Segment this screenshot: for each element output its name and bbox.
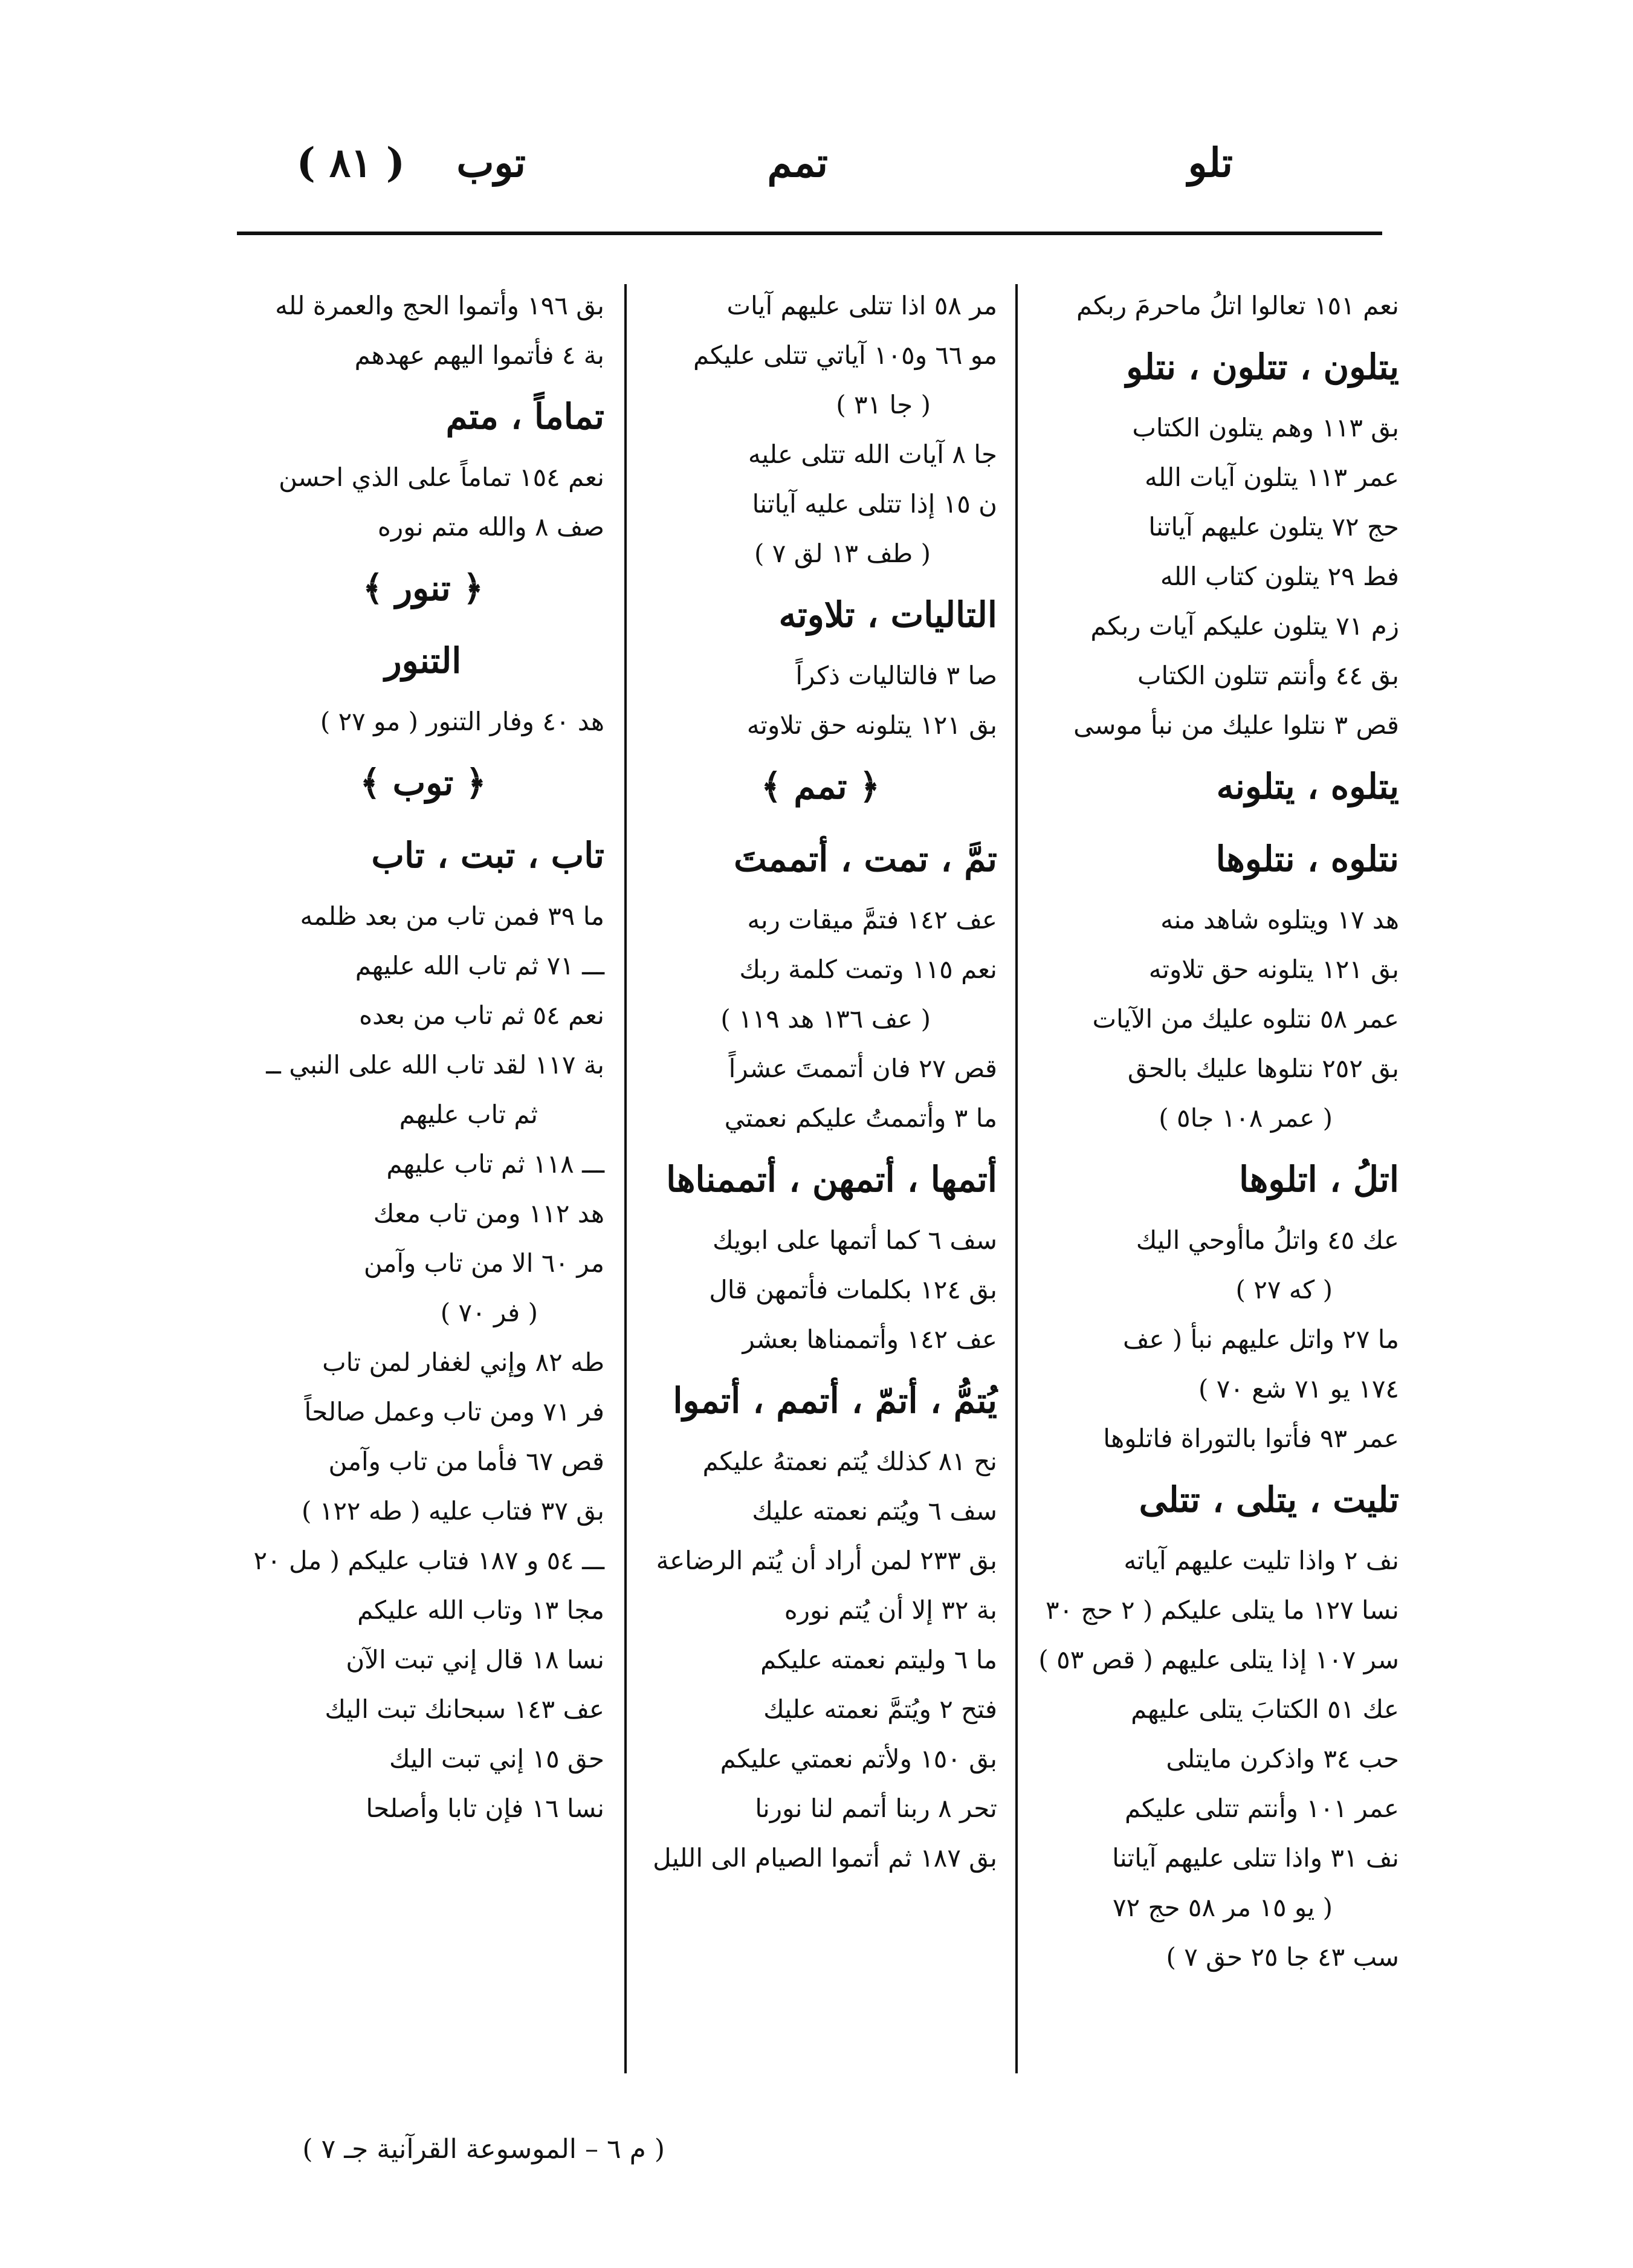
entry-heading: تمَّ ، تمت ، أتممتَ xyxy=(734,838,997,880)
entry-line: سف ٦ كما أتمها على ابويك xyxy=(713,1225,997,1255)
entry-line: ( عف ١٣٦ هد ١١٩ ) xyxy=(720,1004,931,1034)
entry-line: حق ١٥ إني تبت اليك xyxy=(389,1744,604,1774)
entry-line: قص ٦٧ فأما من تاب وآمن xyxy=(328,1447,604,1476)
entry-line: نح ٨١ كذلك يُتم نعمتهُ عليكم xyxy=(702,1447,997,1476)
entry-line: مو ٦٦ و١٠٥ آياتي تتلى عليكم xyxy=(693,340,997,370)
entry-line: بق ٢٣٣ لمن أراد أن يُتم الرضاعة xyxy=(656,1546,997,1575)
entry-line: عمر ٩٣ فأتوا بالتوراة فاتلوها xyxy=(1103,1424,1399,1453)
header-rule xyxy=(237,232,1382,235)
entry-line: عف ١٤٢ وأتممناها بعشر xyxy=(742,1324,997,1354)
entry-line: ـــ ٧١ ثم تاب الله عليهم xyxy=(355,951,604,980)
entry-line: ( فر ٧٠ ) xyxy=(440,1298,538,1327)
page-footer: ( م ٦ – الموسوعة القرآنية جـ ٧ ) xyxy=(302,2134,665,2165)
entry-heading: ﴿ توب ﴾ xyxy=(360,762,487,803)
entry-line: عف ١٤٢ فتمَّ ميقات ربه xyxy=(747,905,997,935)
entry-line: ( يو ١٥ مر ٥٨ حج ٧٢ xyxy=(1112,1893,1333,1922)
entry-line: طه ٨٢ وإني لغفار لمن تاب xyxy=(322,1347,604,1377)
entry-line: بق ٢٥٢ نتلوها عليك بالحق xyxy=(1127,1054,1399,1083)
entry-line: نسا ١٢٧ ما يتلى عليكم ( ٢ حج ٣٠ xyxy=(1046,1595,1399,1625)
entry-line: بة ٣٢ إلا أن يُتم نوره xyxy=(784,1595,997,1625)
entry-line: فط ٢٩ يتلون كتاب الله xyxy=(1160,562,1399,591)
entry-line: مر ٥٨ اذا تتلى عليهم آيات xyxy=(726,291,997,320)
entry-line: بق ١١٣ وهم يتلون الكتاب xyxy=(1132,413,1399,442)
entry-line: ما ٢٧ واتل عليهم نبأ ( عف xyxy=(1122,1324,1399,1354)
header-word-right: تلو xyxy=(1188,139,1233,186)
entry-line: ( طف ١٣ لق ٧ ) xyxy=(754,539,931,568)
entry-line: هد ١٧ ويتلوه شاهد منه xyxy=(1160,905,1399,935)
entry-line: سب ٤٣ جا ٢٥ حق ٧ ) xyxy=(1166,1942,1399,1972)
entry-heading: يتلوه ، يتلونه xyxy=(1216,766,1399,807)
entry-line: بق ١٩٦ وأتموا الحج والعمرة لله xyxy=(275,291,604,320)
entry-line: نعم ١٥٤ تماماً على الذي احسن xyxy=(279,462,604,492)
entry-line: ( جا ٣١ ) xyxy=(836,390,931,420)
entry-line: سف ٦ ويُتم نعمته عليك xyxy=(752,1496,997,1526)
entry-line: بة ١١٧ لقد تاب الله على النبي ــ xyxy=(266,1050,604,1080)
entry-line: صا ٣ فالتاليات ذكراً xyxy=(795,661,997,690)
entry-line: ـــ ٥٤ و ١٨٧ فتاب عليكم ( مل ٢٠ xyxy=(253,1546,604,1575)
column-left xyxy=(242,281,604,1833)
entry-line: ثم تاب عليهم xyxy=(399,1100,538,1129)
entry-line: مر ٦٠ الا من تاب وآمن xyxy=(363,1248,604,1278)
entry-line: نعم ١٥١ تعالوا اتلُ ماحرمَ ربكم xyxy=(1076,291,1399,320)
entry-line: صف ٨ والله متم نوره xyxy=(377,512,604,542)
entry-line: نعم ٥٤ ثم تاب من بعده xyxy=(359,1000,604,1030)
entry-heading: تاب ، تبت ، تاب xyxy=(371,835,604,876)
entry-line: ـــ ١١٨ ثم تاب عليهم xyxy=(386,1149,604,1179)
entry-line: زم ٧١ يتلون عليكم آيات ربكم xyxy=(1090,611,1399,641)
entry-line: نسا ١٨ قال إني تبت الآن xyxy=(346,1645,604,1674)
page-header xyxy=(236,139,1384,206)
entry-heading: اتلُ ، اتلوها xyxy=(1239,1159,1399,1200)
entry-line: ( كه ٢٧ ) xyxy=(1235,1275,1333,1304)
entry-line: ما ٦ وليتم نعمته عليكم xyxy=(760,1645,997,1674)
entry-line: نف ٣١ واذا تتلى عليهم آياتنا xyxy=(1112,1843,1399,1873)
entry-line: عك ٥١ الكتابَ يتلى عليهم xyxy=(1131,1694,1399,1724)
entry-line: ١٧٤ يو ٧١ شع ٧٠ ) xyxy=(1198,1374,1399,1404)
entry-heading: يُتمُّ ، أتمّ ، أتمم ، أتموا xyxy=(673,1380,997,1421)
entry-heading: ﴿ تمم ﴾ xyxy=(761,766,880,807)
entry-line: بق ١٨٧ ثم أتموا الصيام الى الليل xyxy=(653,1843,997,1873)
entry-line: فر ٧١ ومن تاب وعمل صالحاً xyxy=(304,1397,604,1427)
entry-line: بة ٤ فأتموا اليهم عهدهم xyxy=(354,340,604,370)
entry-line: عك ٤٥ واتلُ ماأوحي اليك xyxy=(1136,1225,1399,1255)
entry-heading: تليت ، يتلى ، تتلى xyxy=(1139,1479,1399,1520)
entry-line: تحر ٨ ربنا أتمم لنا نورنا xyxy=(755,1793,997,1823)
entry-line: بق ١٢٤ بكلمات فأتمهن قال xyxy=(709,1275,997,1304)
entry-line: جا ٨ آيات الله تتلى عليه xyxy=(748,439,997,469)
entry-line: عمر ٥٨ نتلوه عليك من الآيات xyxy=(1092,1004,1399,1034)
entry-line: ( عمر ١٠٨ جا٥ ) xyxy=(1159,1103,1333,1133)
entry-heading: يتلون ، تتلون ، نتلو xyxy=(1126,346,1399,387)
entry-line: نسا ١٦ فإن تابا وأصلحا xyxy=(366,1793,604,1823)
entry-line: نعم ١١٥ وتمت كلمة ربك xyxy=(739,954,997,984)
entry-heading: التاليات ، تلاوته xyxy=(778,594,997,635)
entry-line: فتح ٢ ويُتمَّ نعمته عليك xyxy=(763,1694,997,1724)
entry-heading: تماماً ، متم xyxy=(445,396,604,437)
entry-line: بق ١٢١ يتلونه حق تلاوته xyxy=(1148,954,1399,984)
entry-line: هد ١١٢ ومن تاب معك xyxy=(373,1199,604,1228)
entry-line: بق ١٥٠ ولأتم نعمتي عليكم xyxy=(720,1744,997,1774)
entry-line: نف ٢ واذا تليت عليهم آياته xyxy=(1124,1546,1399,1575)
entry-heading: التنور xyxy=(384,640,462,681)
column-separator-left xyxy=(624,284,627,2073)
entry-line: قص ٣ نتلوا عليك من نبأ موسى xyxy=(1073,710,1399,740)
entry-line: ن ١٥ إذا تتلى عليه آياتنا xyxy=(752,489,997,519)
column-separator-right xyxy=(1015,284,1018,2073)
entry-line: عمر ١١٣ يتلون آيات الله xyxy=(1144,462,1399,492)
column-right xyxy=(1036,281,1399,1982)
entry-line: قص ٢٧ فان أتممتَ عشراً xyxy=(728,1054,997,1083)
entry-line: سر ١٠٧ إذا يتلى عليهم ( قص ٥٣ ) xyxy=(1038,1645,1399,1674)
entry-line: بق ٣٧ فتاب عليه ( طه ١٢٢ ) xyxy=(302,1496,604,1526)
entry-line: حج ٧٢ يتلون عليهم آياتنا xyxy=(1148,512,1399,542)
entry-line: حب ٣٤ واذكرن مايتلى xyxy=(1166,1744,1399,1774)
column-middle xyxy=(644,281,997,1883)
entry-line: هد ٤٠ وفار التنور ( مو ٢٧ ) xyxy=(320,707,604,736)
entry-line: بق ٤٤ وأنتم تتلون الكتاب xyxy=(1137,661,1399,690)
entry-line: عمر ١٠١ وأنتم تتلى عليكم xyxy=(1125,1793,1399,1823)
entry-line: ما ٣٩ فمن تاب من بعد ظلمه xyxy=(300,901,604,931)
page-number: ( ٨١ ) xyxy=(296,139,405,186)
entry-line: بق ١٢١ يتلونه حق تلاوته xyxy=(746,710,997,740)
entry-line: مجا ١٣ وتاب الله عليكم xyxy=(357,1595,604,1625)
entry-line: عف ١٤٣ سبحانك تبت اليك xyxy=(325,1694,604,1724)
header-word-left: توب xyxy=(456,139,526,186)
header-word-center: تمم xyxy=(767,139,828,186)
entry-line: ما ٣ وأتممتُ عليكم نعمتي xyxy=(724,1103,997,1133)
entry-heading: نتلوه ، نتلوها xyxy=(1215,838,1399,880)
entry-heading: ﴿ تنور ﴾ xyxy=(363,568,483,609)
entry-heading: أتمها ، أتمهن ، أتممناها xyxy=(666,1159,997,1200)
